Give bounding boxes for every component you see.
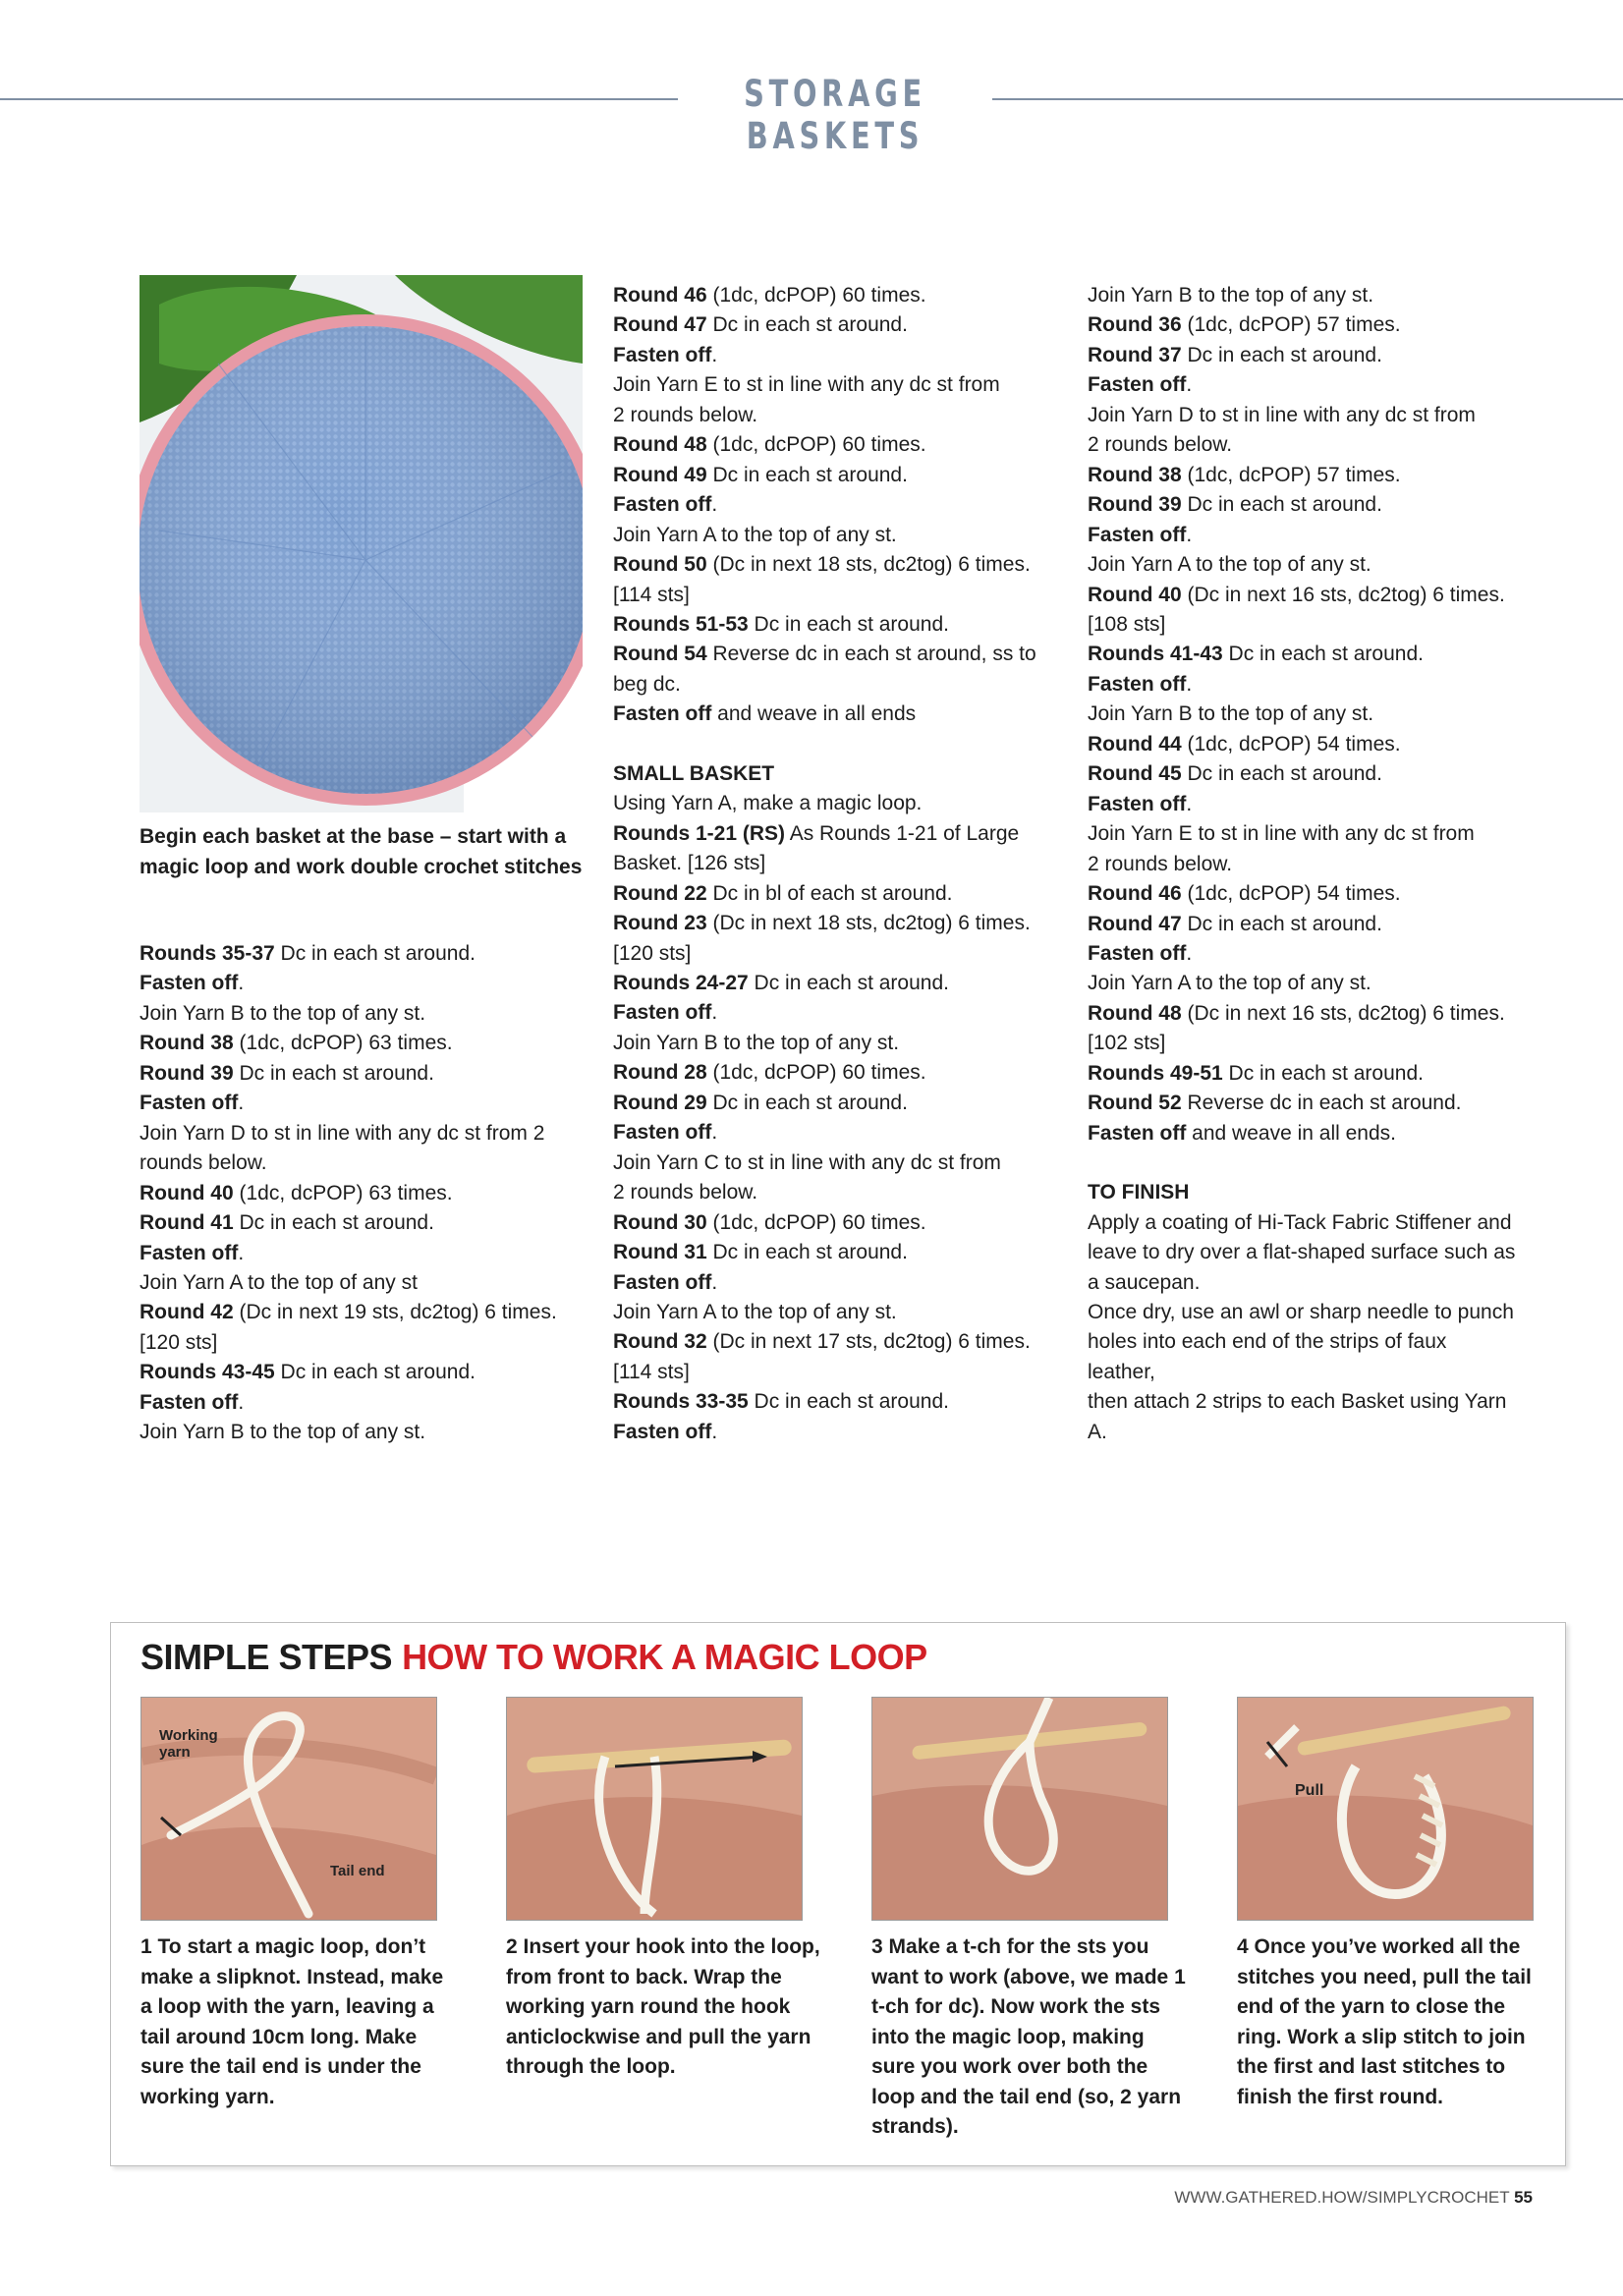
- pattern-line-label: Fasten off: [1088, 941, 1187, 965]
- pattern-line: [1088, 790, 1520, 819]
- pattern-line: [1088, 939, 1520, 969]
- pattern-line-text: [120 sts]: [613, 941, 692, 965]
- pattern-line-text: Reverse dc in each st around, ss to: [706, 643, 1036, 666]
- pattern-line: [140, 1059, 572, 1089]
- pattern-line: [1088, 370, 1520, 400]
- header-rule-right: [992, 98, 1623, 100]
- pattern-line: [1088, 1298, 1520, 1327]
- pattern-line-label: Rounds 49-51: [1088, 1061, 1223, 1085]
- pattern-line-text: Dc in each st around.: [706, 1241, 908, 1264]
- pattern-line-text: Dc in each st around.: [748, 971, 949, 994]
- pattern-line-text: Join Yarn E to st in line with any dc st from: [613, 373, 1000, 397]
- page-footer: [1081, 2188, 1533, 2208]
- pattern-line: [1088, 310, 1520, 340]
- pattern-line-text: Dc in each st around.: [706, 313, 908, 337]
- pattern-line: [613, 1238, 1045, 1267]
- pattern-line: [140, 939, 572, 969]
- pattern-line: [613, 430, 1045, 460]
- pattern-line: [613, 461, 1045, 490]
- pattern-line-text: (Dc in next 16 sts, dc2tog) 6 times.: [1181, 1001, 1505, 1025]
- pattern-line-text: Basket. [126 sts]: [613, 852, 766, 875]
- pattern-line-text: Dc in each st around.: [233, 1211, 434, 1235]
- pattern-line: [1088, 550, 1520, 580]
- header-rule-left: [0, 98, 678, 100]
- pattern-line-text: .: [238, 1390, 245, 1414]
- pattern-line: [140, 1358, 572, 1387]
- pattern-line: [1088, 610, 1520, 640]
- pattern-line: [1088, 1059, 1520, 1089]
- pattern-line: [140, 1388, 572, 1418]
- pattern-line: [1088, 1089, 1520, 1118]
- steps-title-red: HOW TO WORK A MAGIC LOOP: [402, 1637, 927, 1677]
- pattern-line: [613, 1208, 1045, 1238]
- pattern-line-text: (1dc, dcPOP) 57 times.: [1181, 463, 1401, 486]
- pattern-line-label: Round 54: [613, 643, 707, 666]
- pattern-line-text: and weave in all ends: [711, 702, 917, 726]
- pattern-line-text: Join Yarn E to st in line with any dc st from: [1088, 822, 1475, 846]
- pattern-line-text: (Dc in next 19 sts, dc2tog) 6 times.: [233, 1301, 557, 1324]
- pattern-line-label: Rounds 41-43: [1088, 643, 1223, 666]
- pattern-line-label: Round 38: [1088, 463, 1182, 486]
- pattern-line: [613, 819, 1045, 849]
- photo-caption: Begin each basket at the base – start with a magic loop and work double crochet stitches: [140, 825, 583, 878]
- pattern-line: [1088, 430, 1520, 460]
- pattern-line-text: [114 sts]: [613, 1360, 690, 1383]
- step-4-text: [1237, 1932, 1551, 2112]
- pattern-line-text: leave to dry over a flat-shaped surface such as: [1088, 1241, 1516, 1264]
- pattern-line-label: Fasten off: [140, 972, 239, 995]
- pattern-line: [140, 999, 572, 1029]
- pattern-line-label: Fasten off: [613, 702, 712, 726]
- pattern-line-text: 2 rounds below.: [613, 1181, 758, 1204]
- pattern-line-text: (Dc in next 17 sts, dc2tog) 6 times.: [706, 1330, 1031, 1354]
- step-4-photo: [1237, 1697, 1534, 1921]
- pattern-line: [613, 700, 1045, 729]
- pattern-line: [1088, 819, 1520, 849]
- pattern-line-label: Rounds 24-27: [613, 971, 749, 994]
- pattern-line-text: .: [238, 972, 245, 995]
- pattern-line-text: (1dc, dcPOP) 63 times.: [233, 1032, 453, 1055]
- pattern-line: [613, 1327, 1045, 1357]
- pattern-line-text: .: [1186, 941, 1193, 965]
- pattern-line-label: Rounds 33-35: [613, 1390, 749, 1414]
- pattern-line: [140, 1298, 572, 1327]
- pattern-line-text: Join Yarn A to the top of any st.: [613, 1300, 897, 1323]
- pattern-line: [613, 759, 1045, 789]
- pattern-line-text: .: [1186, 373, 1193, 397]
- pattern-line-text: Join Yarn D to st in line with any dc st from: [1088, 403, 1476, 426]
- pattern-line: [1088, 700, 1520, 729]
- pattern-line: [613, 1418, 1045, 1447]
- pattern-line-label: Round 30: [613, 1210, 707, 1234]
- pattern-line-label: Round 49: [613, 463, 707, 486]
- pattern-line-text: Once dry, use an awl or sharp needle to punch: [1088, 1300, 1514, 1323]
- pattern-line: [613, 879, 1045, 909]
- pattern-line: [613, 490, 1045, 520]
- pattern-line: [1088, 1208, 1520, 1238]
- pattern-line-text: (1dc, dcPOP) 57 times.: [1181, 313, 1401, 337]
- pattern-line-text: Dc in each st around.: [274, 942, 476, 965]
- pattern-line: [613, 1118, 1045, 1148]
- pattern-line-label: Fasten off: [1088, 672, 1187, 696]
- step-3-body: Make a t-ch for the sts you want to work (above, we made 1 t-ch for dc). Now work the sts into the magic loop, making sure you work over both the loop and the tail end (so, 2 yarn strands).: [871, 1935, 1186, 2138]
- step-4-body: Once you’ve worked all the stitches you need, pull the tail end of the yarn to close the ring. Work a slip stitch to join the first and last stitches to finish the first round.: [1237, 1935, 1532, 2108]
- pattern-line-text: .: [711, 343, 718, 366]
- pattern-line: [613, 581, 1045, 610]
- pattern-line-label: Round 38: [140, 1032, 234, 1055]
- pattern-line: [140, 969, 572, 998]
- pattern-line: [1088, 1387, 1520, 1447]
- pattern-line-text: (Dc in next 16 sts, dc2tog) 6 times.: [1181, 583, 1505, 606]
- steps-title: [140, 1637, 927, 1678]
- pattern-line-label: Round 32: [613, 1330, 707, 1354]
- pattern-line: [613, 909, 1045, 938]
- step-1-number: 1: [140, 1935, 152, 1958]
- pattern-line-label: Round 39: [1088, 493, 1182, 517]
- pattern-line-label: Round 31: [613, 1241, 707, 1264]
- pattern-line-text: (1dc, dcPOP) 60 times.: [706, 1210, 926, 1234]
- pattern-line: [1088, 879, 1520, 909]
- pattern-line-text: (1dc, dcPOP) 54 times.: [1181, 732, 1401, 756]
- step-1-body: To start a magic loop, don’t make a slipknot. Instead, make a loop with the yarn, leaving a tail around 10cm long. Make sure the tail end is under the working yarn.: [140, 1935, 444, 2108]
- pattern-line-text: Join Yarn D to st in line with any dc st from 2: [140, 1121, 545, 1145]
- pattern-line: [613, 1148, 1045, 1178]
- pattern-line: [1088, 401, 1520, 430]
- pattern-line-label: Round 37: [1088, 343, 1182, 366]
- pattern-line: [613, 401, 1045, 430]
- pattern-line-text: .: [711, 1001, 718, 1025]
- pattern-line-text: Join Yarn B to the top of any st.: [1088, 284, 1374, 307]
- pattern-line-text: .: [711, 1420, 718, 1443]
- pattern-line-text: rounds below.: [140, 1151, 267, 1175]
- page-number: 55: [1514, 2188, 1533, 2207]
- pattern-line: [140, 1089, 572, 1118]
- pattern-line-text: Dc in each st around.: [274, 1361, 476, 1384]
- pattern-line-label: Round 45: [1088, 762, 1182, 786]
- pattern-line-text: (1dc, dcPOP) 54 times.: [1181, 882, 1401, 906]
- pattern-line-text: Join Yarn B to the top of any st.: [1088, 702, 1374, 726]
- pattern-line-label: SMALL BASKET: [613, 761, 775, 785]
- pattern-line-text: [102 sts]: [1088, 1032, 1166, 1055]
- steps-title-black: SIMPLE STEPS: [140, 1637, 393, 1677]
- pattern-line-text: Dc in each st around.: [748, 1390, 949, 1414]
- pattern-line-label: Fasten off: [140, 1092, 239, 1115]
- pattern-line-label: Round 22: [613, 881, 707, 905]
- pattern-line: [1088, 1029, 1520, 1058]
- pattern-line-label: Round 47: [1088, 912, 1182, 935]
- pattern-line: [1088, 999, 1520, 1029]
- pattern-line-text: .: [711, 1270, 718, 1294]
- pattern-line-label: Fasten off: [140, 1241, 239, 1264]
- pattern-line-text: Dc in each st around.: [1181, 493, 1382, 517]
- pattern-line: [1088, 1268, 1520, 1298]
- pattern-line-label: Fasten off: [613, 1420, 712, 1443]
- pattern-line-text: .: [1186, 523, 1193, 546]
- pattern-line-text: (Dc in next 18 sts, dc2tog) 6 times.: [706, 912, 1031, 935]
- pattern-line-label: Round 29: [613, 1091, 707, 1114]
- pattern-line: [613, 1089, 1045, 1118]
- pattern-line: [140, 1328, 572, 1358]
- pattern-line: [140, 1418, 572, 1447]
- pattern-line: [613, 849, 1045, 878]
- pattern-line-text: (1dc, dcPOP) 60 times.: [706, 284, 926, 307]
- pattern-line: [613, 1298, 1045, 1327]
- step-1-text: [140, 1932, 455, 2112]
- step-3-number: 3: [871, 1935, 883, 1958]
- pattern-line: [613, 610, 1045, 640]
- pattern-line-text: Dc in each st around.: [706, 1091, 908, 1114]
- pattern-line-text: and weave in all ends.: [1186, 1121, 1396, 1145]
- pattern-line-text: Dc in each st around.: [1181, 912, 1382, 935]
- step-3-photo: [871, 1697, 1168, 1921]
- pattern-line-text: Join Yarn B to the top of any st.: [140, 1421, 426, 1444]
- pattern-line: [140, 1268, 572, 1298]
- pattern-line-label: Rounds 1-21 (RS): [613, 821, 786, 845]
- section-title: STORAGE BASKETS: [744, 73, 926, 157]
- pattern-line-text: Dc in bl of each st around.: [706, 881, 953, 905]
- pattern-line: [613, 1387, 1045, 1417]
- pattern-line: [613, 939, 1045, 969]
- pattern-line: [613, 1029, 1045, 1058]
- pattern-line: [613, 1058, 1045, 1088]
- pattern-line-label: Fasten off: [140, 1390, 239, 1414]
- pattern-line-label: TO FINISH: [1088, 1181, 1190, 1204]
- pattern-line-text: Dc in each st around.: [748, 612, 949, 636]
- pattern-line-text: Join Yarn A to the top of any st: [140, 1270, 418, 1294]
- step-2-text: [506, 1932, 820, 2083]
- pattern-line-text: 2 rounds below.: [1088, 433, 1233, 457]
- pattern-line-text: (1dc, dcPOP) 60 times.: [706, 433, 926, 457]
- step-4-number: 4: [1237, 1935, 1249, 1958]
- pattern-line-label: Round 41: [140, 1211, 234, 1235]
- pattern-line-text: .: [711, 1121, 718, 1145]
- pattern-line-text: 2 rounds below.: [1088, 852, 1233, 875]
- pattern-line-label: Round 52: [1088, 1092, 1182, 1115]
- pattern-line-label: Round 23: [613, 912, 707, 935]
- pattern-line-text: 2 rounds below.: [613, 403, 758, 426]
- pattern-line: [140, 1148, 572, 1178]
- pattern-line-text: [108 sts]: [1088, 612, 1166, 636]
- pattern-line: [613, 1178, 1045, 1207]
- pattern-line: [1088, 1327, 1520, 1387]
- pattern-column-1: [140, 939, 572, 1448]
- pattern-line-label: Round 48: [1088, 1001, 1182, 1025]
- pattern-line-label: Rounds 51-53: [613, 612, 749, 636]
- pattern-line-label: Fasten off: [1088, 792, 1187, 815]
- pattern-line-label: Round 48: [613, 433, 707, 457]
- label-pull: Pull: [1295, 1782, 1324, 1799]
- pattern-line-label: Fasten off: [613, 493, 712, 517]
- pattern-line-label: Fasten off: [613, 1001, 712, 1025]
- pattern-line-label: Round 39: [140, 1061, 234, 1085]
- pattern-line: [140, 1119, 572, 1148]
- pattern-line: [613, 550, 1045, 580]
- pattern-line-label: Round 40: [140, 1181, 234, 1204]
- pattern-line-text: a saucepan.: [1088, 1270, 1201, 1294]
- pattern-line-label: Round 47: [613, 313, 707, 337]
- label-working-yarn: Working yarn: [159, 1727, 218, 1761]
- pattern-line: [1088, 1178, 1520, 1207]
- pattern-line-text: [114 sts]: [613, 583, 690, 606]
- pattern-line: [613, 281, 1045, 310]
- pattern-line-text: Join Yarn B to the top of any st.: [613, 1031, 900, 1054]
- pattern-line: [1088, 521, 1520, 550]
- pattern-line-text: Join Yarn B to the top of any st.: [140, 1001, 426, 1025]
- label-tail-end: Tail end: [330, 1863, 385, 1879]
- pattern-line-text: Dc in each st around.: [1181, 343, 1382, 366]
- pattern-line-label: Rounds 35-37: [140, 942, 275, 965]
- pattern-line-label: Round 46: [1088, 882, 1182, 906]
- step-2-number: 2: [506, 1935, 518, 1958]
- pattern-line-text: Join Yarn A to the top of any st.: [613, 523, 897, 546]
- pattern-line-text: .: [1186, 672, 1193, 696]
- pattern-line-label: Fasten off: [613, 1270, 712, 1294]
- pattern-line: [613, 310, 1045, 340]
- pattern-line-text: Apply a coating of Hi-Tack Fabric Stiffener and: [1088, 1210, 1512, 1234]
- pattern-column-3: [1088, 281, 1520, 1447]
- pattern-line-label: Round 40: [1088, 583, 1182, 606]
- pattern-line: [1088, 759, 1520, 789]
- pattern-line-text: [120 sts]: [140, 1330, 218, 1354]
- pattern-line: [1088, 640, 1520, 669]
- pattern-line: [1088, 850, 1520, 879]
- pattern-line-text: Dc in each st around.: [1222, 643, 1424, 666]
- basket-photo: [140, 275, 583, 812]
- pattern-line: [613, 1268, 1045, 1298]
- pattern-line: [613, 998, 1045, 1028]
- pattern-line: [613, 341, 1045, 370]
- pattern-line-label: Round 36: [1088, 313, 1182, 337]
- pattern-line: [1088, 1238, 1520, 1267]
- pattern-line-text: .: [1186, 792, 1193, 815]
- pattern-line: [613, 969, 1045, 998]
- pattern-line-text: Dc in each st around.: [706, 463, 908, 486]
- pattern-line-text: Dc in each st around.: [1222, 1061, 1424, 1085]
- pattern-line: [1088, 1119, 1520, 1148]
- pattern-line-label: Round 28: [613, 1061, 707, 1085]
- pattern-line: [1088, 969, 1520, 998]
- pattern-line-label: Rounds 43-45: [140, 1361, 275, 1384]
- pattern-line-label: Fasten off: [613, 1121, 712, 1145]
- pattern-line: [140, 1239, 572, 1268]
- pattern-line-label: Round 50: [613, 553, 707, 577]
- pattern-line: [613, 640, 1045, 669]
- pattern-line: [1088, 461, 1520, 490]
- pattern-line-text: .: [238, 1241, 245, 1264]
- step-1-photo: [140, 1697, 437, 1921]
- step-3-text: [871, 1932, 1186, 2143]
- pattern-line-label: Round 46: [613, 284, 707, 307]
- pattern-line-text: (1dc, dcPOP) 60 times.: [706, 1061, 926, 1085]
- pattern-line: [140, 1179, 572, 1208]
- pattern-line-text: Join Yarn A to the top of any st.: [1088, 553, 1371, 577]
- pattern-line-label: Fasten off: [1088, 523, 1187, 546]
- pattern-line: [613, 670, 1045, 700]
- pattern-line: [613, 370, 1045, 400]
- pattern-line: [1088, 670, 1520, 700]
- paragraph-gap: [1088, 1148, 1520, 1178]
- pattern-line-label: Fasten off: [613, 343, 712, 366]
- pattern-line: [1088, 281, 1520, 310]
- pattern-column-2: [613, 281, 1045, 1447]
- pattern-line: [613, 521, 1045, 550]
- pattern-line-label: Fasten off: [1088, 373, 1187, 397]
- pattern-line-text: Dc in each st around.: [233, 1061, 434, 1085]
- step-2-photo: [506, 1697, 803, 1921]
- pattern-line-text: beg dc.: [613, 672, 681, 696]
- paragraph-gap: [613, 730, 1045, 759]
- simple-steps-box: [110, 1622, 1566, 2166]
- pattern-line: [140, 1208, 572, 1238]
- pattern-line: [1088, 581, 1520, 610]
- pattern-line-text: .: [711, 493, 718, 517]
- pattern-line: [1088, 490, 1520, 520]
- pattern-line-text: Join Yarn A to the top of any st.: [1088, 972, 1371, 995]
- pattern-line-text: (1dc, dcPOP) 63 times.: [233, 1181, 453, 1204]
- pattern-line: [613, 789, 1045, 818]
- pattern-line-text: As Rounds 1-21 of Large: [785, 821, 1020, 845]
- pattern-line: [613, 1358, 1045, 1387]
- pattern-line: [1088, 341, 1520, 370]
- pattern-line: [140, 1029, 572, 1058]
- pattern-line-text: Reverse dc in each st around.: [1181, 1092, 1462, 1115]
- pattern-line-text: (Dc in next 18 sts, dc2tog) 6 times.: [706, 553, 1031, 577]
- pattern-line-label: Fasten off: [1088, 1121, 1187, 1145]
- step-2-body: Insert your hook into the loop, from front to back. Wrap the working yarn round the hook anticlockwise and pull the yarn through the loop.: [506, 1935, 820, 2078]
- pattern-line-label: Round 44: [1088, 732, 1182, 756]
- pattern-line-text: Join Yarn C to st in line with any dc st from: [613, 1150, 1001, 1174]
- pattern-line-text: Using Yarn A, make a magic loop.: [613, 792, 923, 815]
- pattern-line-label: Round 42: [140, 1301, 234, 1324]
- pattern-line-text: .: [238, 1092, 245, 1115]
- footer-url: WWW.GATHERED.HOW/SIMPLYCROCHET: [1174, 2188, 1510, 2207]
- pattern-line-text: holes into each end of the strips of faux leather,: [1088, 1330, 1447, 1383]
- pattern-line-text: then attach 2 strips to each Basket using Yarn A.: [1088, 1390, 1507, 1443]
- pattern-line-text: Dc in each st around.: [1181, 762, 1382, 786]
- pattern-line: [1088, 730, 1520, 759]
- pattern-line: [1088, 910, 1520, 939]
